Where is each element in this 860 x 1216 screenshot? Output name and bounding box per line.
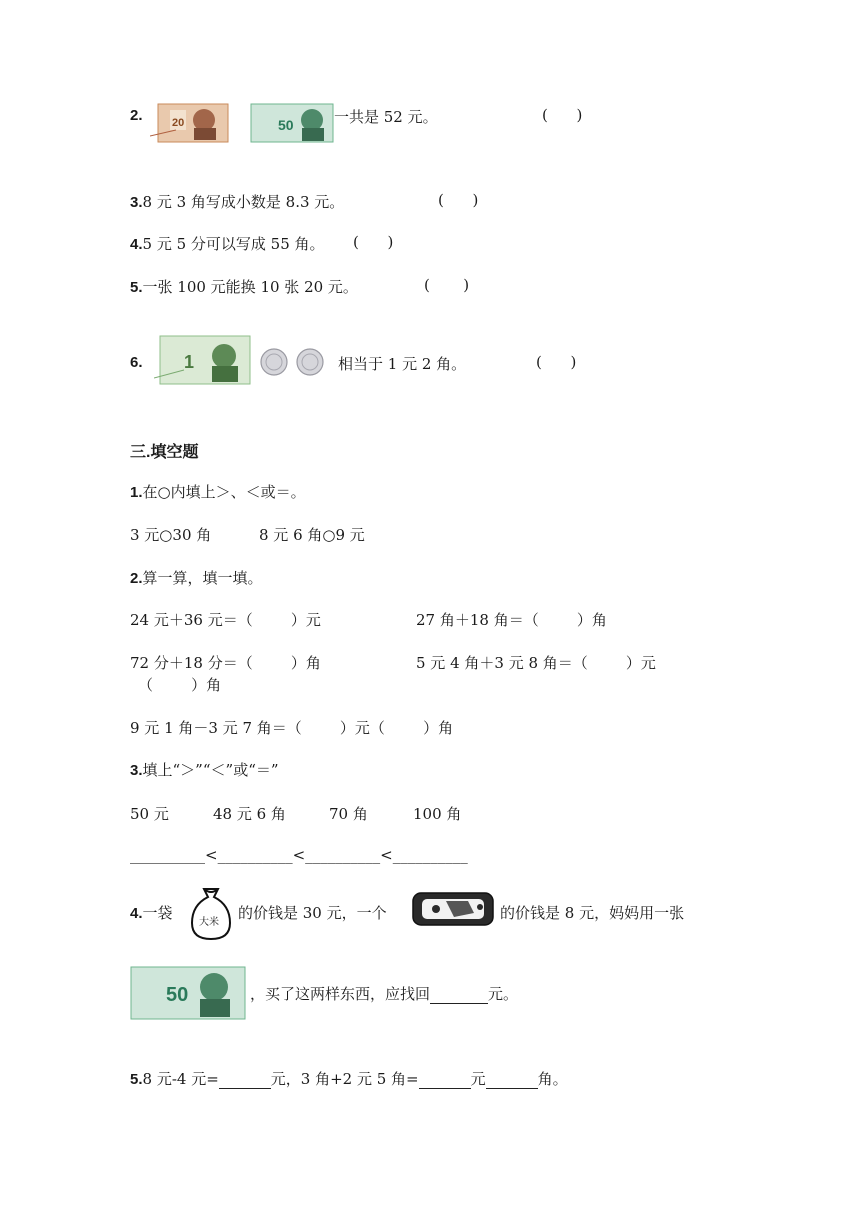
question-number: 5. [130, 1071, 143, 1088]
banknote-value: 50 [278, 117, 294, 133]
question-6-text: 相当于 1 元 2 角。 [338, 355, 467, 373]
order-blanks[interactable]: __________<__________<__________<__________ [130, 846, 468, 864]
question-text: 在○内填上＞、＜或＝。 [142, 483, 306, 501]
question-text: 8 元-4 元= [142, 1070, 219, 1088]
answer-parentheses[interactable]: ( ) [542, 106, 583, 124]
fill-question-2 [130, 567, 263, 588]
question-number: 2. [130, 570, 143, 587]
question-number: 2. [130, 107, 143, 124]
coin-1-jiao-icon [259, 347, 289, 381]
calc-expression[interactable]: 72 分＋18 分＝（ ）角 [130, 654, 321, 672]
calc-expression[interactable]: 5 元 4 角＋3 元 8 角＝（ ）元 [416, 654, 656, 672]
question-text: 元。 [488, 985, 519, 1003]
question-number: 3. [130, 194, 143, 211]
question-text: 一袋 [142, 904, 173, 922]
question-number: 4. [130, 905, 143, 922]
fill-question-4-cont [250, 983, 518, 1004]
calc-expression[interactable]: 24 元＋36 元＝（ ）元 [130, 611, 321, 629]
fill-question-1 [130, 481, 306, 502]
question-text: 8 元 3 角写成小数是 8.3 元。 [142, 193, 345, 211]
banknote-1-yuan-image [154, 334, 252, 392]
question-2-text: 一共是 52 元。 [334, 108, 438, 126]
calc-expression-continued[interactable]: （ ）角 [138, 676, 222, 694]
question-text: 角。 [537, 1070, 568, 1088]
bag-label: 大米 [199, 917, 219, 928]
question-text: 填上“＞”“＜”或“＝” [142, 761, 279, 779]
compare-expression[interactable]: 3 元○30 角 [130, 526, 212, 544]
question-number: 4. [130, 236, 143, 253]
compare-item: 48 元 6 角 [213, 805, 286, 823]
answer-blank[interactable] [219, 1070, 271, 1089]
banknote-value: 1 [184, 352, 195, 372]
banknote-value: 50 [166, 984, 189, 1006]
answer-parentheses[interactable]: ( ) [424, 276, 470, 294]
coin-1-jiao-icon [295, 347, 325, 381]
question-text: 的价钱是 8 元，妈妈用一张 [500, 904, 685, 922]
question-number: 3. [130, 762, 143, 779]
section-heading: 三.填空题 [130, 444, 199, 461]
question-number: 5. [130, 279, 143, 296]
banknote-value: 20 [172, 117, 185, 129]
question-number: 1. [130, 484, 143, 501]
rice-bag-icon [188, 885, 234, 945]
answer-blank[interactable] [430, 985, 488, 1004]
question-text: 算一算，填一填。 [142, 569, 263, 587]
question-3 [130, 191, 344, 212]
question-text: 5 元 5 分可以写成 55 角。 [142, 235, 325, 253]
fill-question-4 [130, 902, 173, 923]
banknote-50-yuan-image [130, 965, 246, 1025]
answer-blank[interactable] [486, 1070, 538, 1089]
question-5 [130, 276, 358, 297]
question-text: 的价钱是 30 元，一个 [238, 904, 387, 922]
compare-item: 50 元 [130, 805, 169, 823]
question-text: 元 [470, 1070, 486, 1088]
compare-item: 70 角 [329, 805, 368, 823]
answer-parentheses[interactable]: ( ) [536, 353, 577, 371]
question-text: 元，3 角+2 元 5 角= [270, 1070, 419, 1088]
compare-item: 100 角 [413, 805, 462, 823]
fill-question-3 [130, 759, 279, 780]
calc-expression[interactable]: 9 元 1 角－3 元 7 角＝（ ）元（ ）角 [130, 719, 454, 737]
question-text: ，买了这两样东西，应找回 [250, 985, 431, 1003]
question-4 [130, 233, 325, 254]
question-text: 一张 100 元能换 10 张 20 元。 [142, 278, 358, 296]
pencil-case-icon [410, 887, 496, 935]
compare-expression[interactable]: 8 元 6 角○9 元 [259, 526, 365, 544]
fill-question-5 [130, 1068, 568, 1089]
banknote-20-yuan-image [150, 102, 230, 148]
answer-parentheses[interactable]: ( ) [353, 233, 394, 251]
banknote-50-yuan-image [250, 102, 336, 148]
calc-expression[interactable]: 27 角＋18 角＝（ ）角 [416, 611, 607, 629]
question-number: 6. [130, 354, 143, 371]
answer-parentheses[interactable]: ( ) [438, 191, 479, 209]
answer-blank[interactable] [419, 1070, 471, 1089]
question-2 [130, 106, 143, 124]
question-6 [130, 353, 143, 371]
